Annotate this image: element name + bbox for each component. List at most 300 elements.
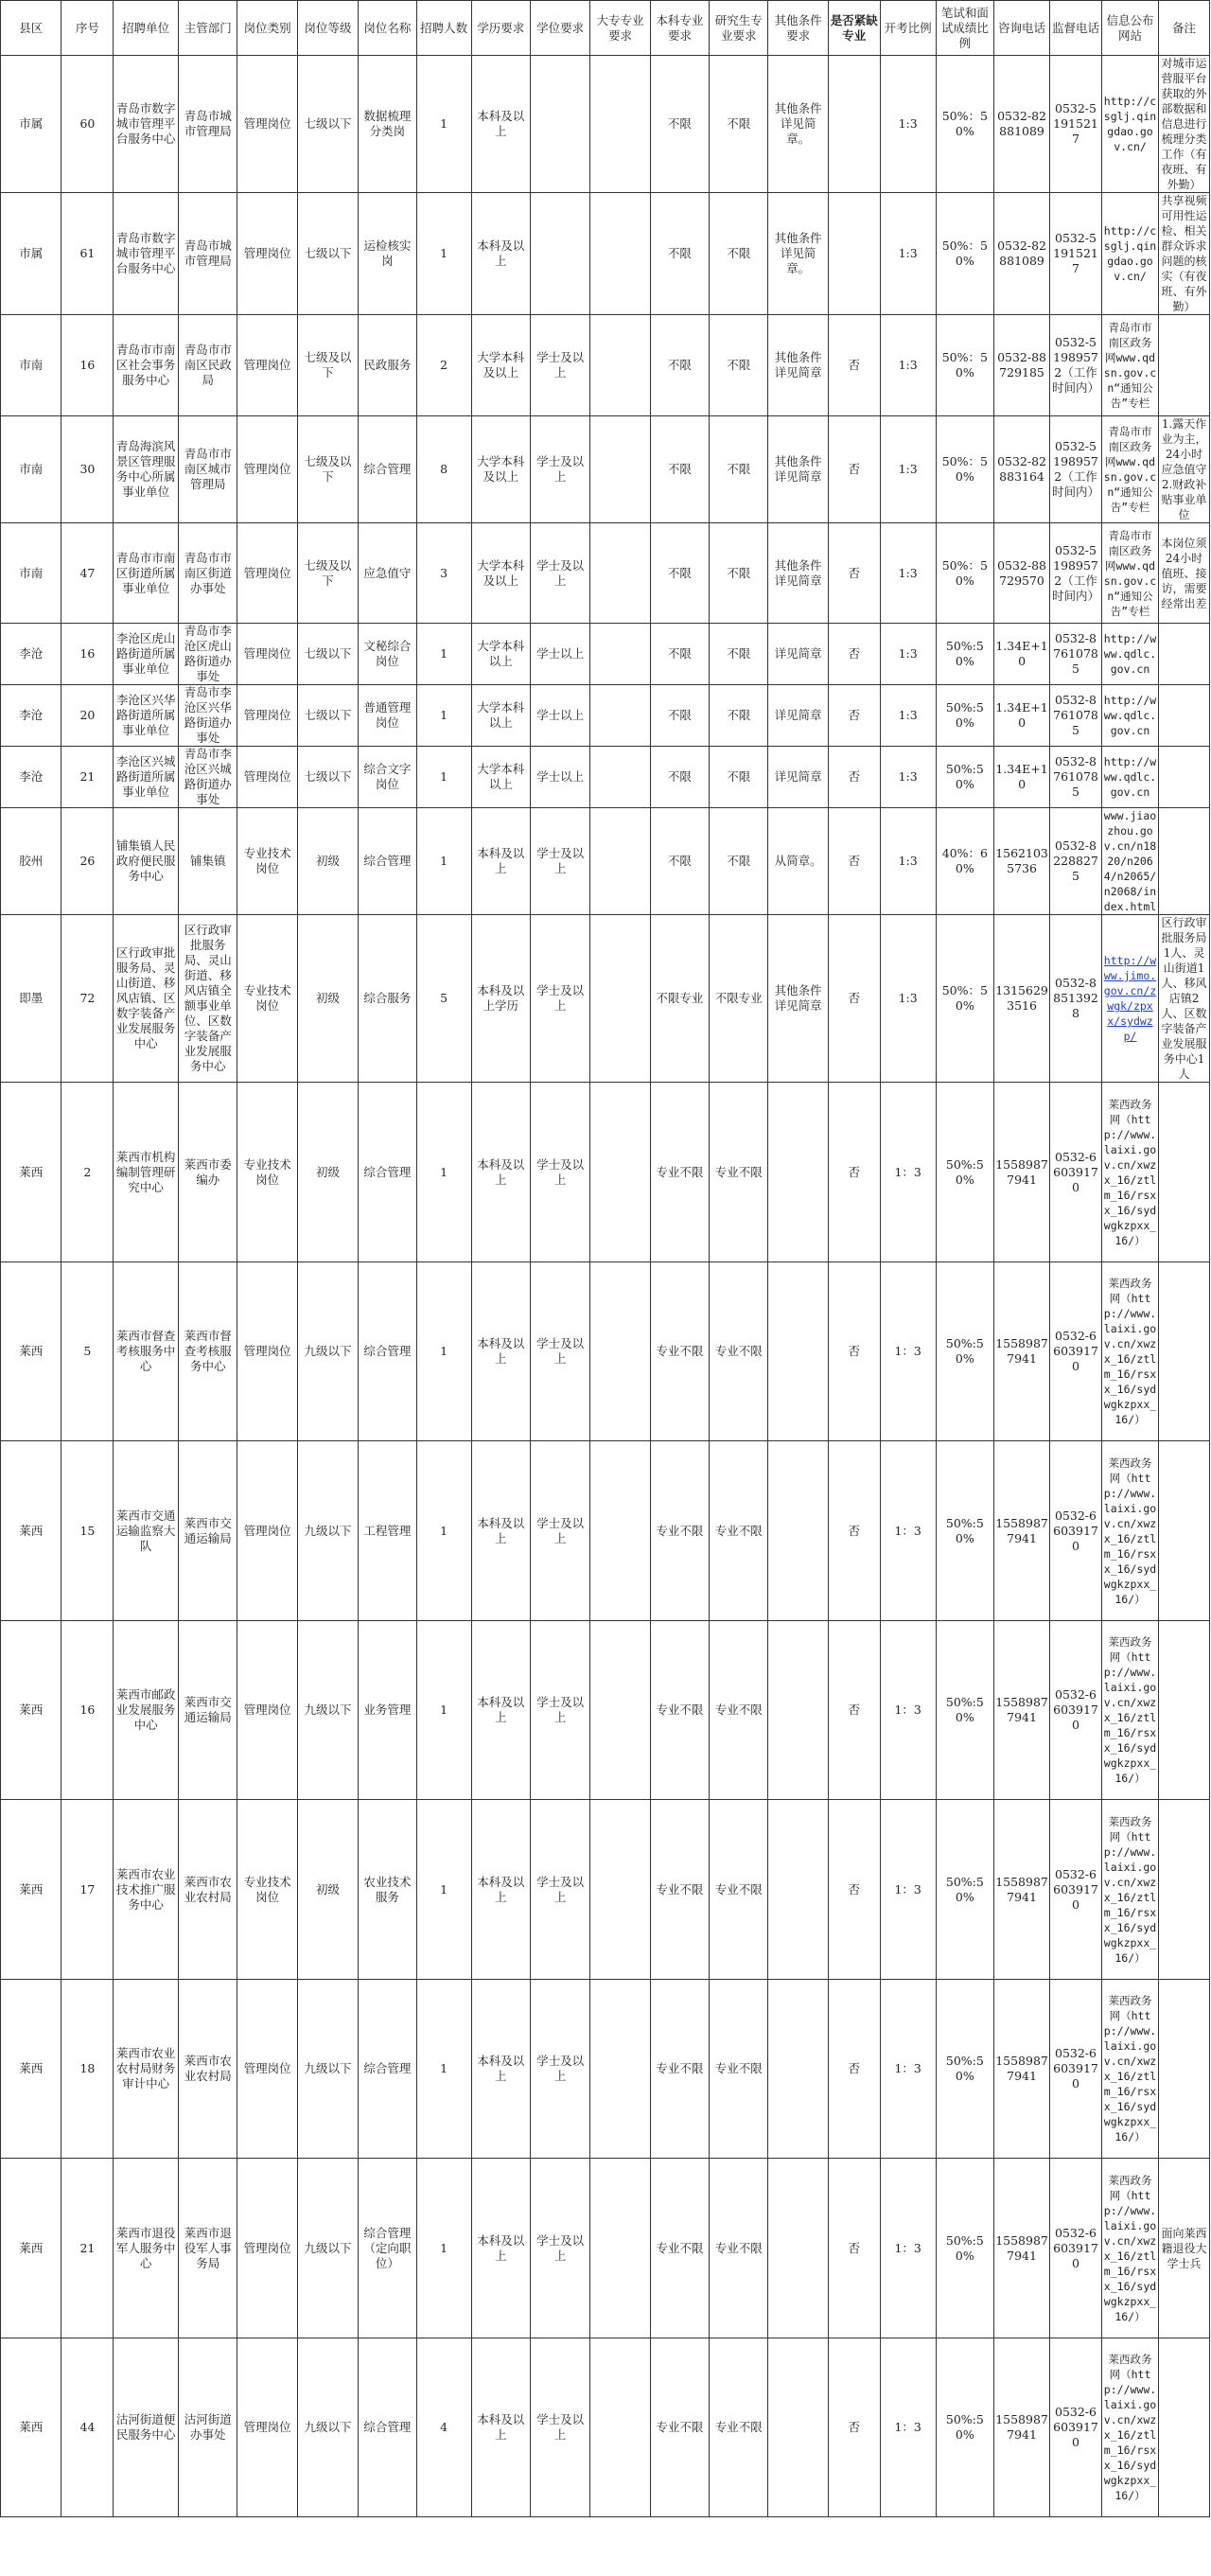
cell-major-grad: 专业不限 (710, 1800, 768, 1980)
cell-major-grad: 专业不限 (710, 1980, 768, 2159)
cell-note: 本岗位须24小时值班、接访，需要经常出差 (1159, 523, 1210, 624)
cell-dept: 铺集镇 (179, 808, 237, 915)
cell-edu: 本科及以上 (471, 1441, 530, 1621)
cell-position: 工程管理 (359, 1441, 416, 1621)
cell-dept: 青岛市李沧区兴华路街道办事处 (179, 685, 237, 747)
cell-website: 莱西政务网（http://www.laixi.gov.cn/xwzx_16/ztlm_16/rsxx_16/sydwgkzpxx_16/） (1101, 1980, 1158, 2159)
cell-other (768, 1441, 828, 1621)
cell-dept: 区行政审批服务局、灵山街道、移风店镇全额事业单位、区数字装备产业发展服务中心 (179, 915, 237, 1083)
cell-category: 管理岗位 (237, 624, 297, 685)
cell-dept: 莱西市交通运输局 (179, 1621, 237, 1800)
column-header: 开考比例 (880, 1, 936, 56)
cell-score-ratio: 40%：60% (936, 808, 993, 915)
cell-unit: 青岛市数字城市管理平台服务中心 (114, 56, 179, 193)
cell-other: 其他条件详见简章 (768, 416, 828, 523)
cell-unit: 李沧区兴华路街道所属事业单位 (114, 685, 179, 747)
cell-degree: 学士以上 (530, 685, 589, 747)
cell-other: 其他条件详见简章。 (768, 193, 828, 315)
cell-level: 九级以下 (297, 1980, 358, 2159)
cell-website: 莱西政务网（http://www.laixi.gov.cn/xwzx_16/ztlm_16/rsxx_16/sydwgkzpxx_16/） (1101, 2159, 1158, 2338)
cell-county: 胶州 (1, 808, 61, 915)
cell-ratio: 1：3 (880, 2159, 936, 2338)
cell-category: 管理岗位 (237, 315, 297, 416)
cell-degree: 学士及以上 (530, 1441, 589, 1621)
cell-score-ratio: 50%：50% (936, 915, 993, 1083)
cell-degree: 学士及以上 (530, 1262, 589, 1441)
cell-no: 16 (61, 315, 114, 416)
website-link[interactable]: http://www.jimo.gov.cn/zwgk/zpxx/sydwzp/ (1103, 954, 1157, 1043)
cell-county: 莱西 (1, 1980, 61, 2159)
cell-major-college (590, 1083, 650, 1262)
cell-county: 莱西 (1, 1621, 61, 1800)
cell-position: 民政服务 (359, 315, 416, 416)
cell-supervise: 0532-87610785 (1050, 747, 1102, 808)
cell-ratio: 1：3 (880, 1441, 936, 1621)
cell-other (768, 1262, 828, 1441)
cell-score-ratio: 50%:50% (936, 1800, 993, 1980)
cell-major-college (590, 1262, 650, 1441)
cell-level: 九级以下 (297, 1621, 358, 1800)
cell-supervise: 0532-66039170 (1050, 2159, 1102, 2338)
cell-note (1159, 1441, 1210, 1621)
cell-score-ratio: 50%:50% (936, 1262, 993, 1441)
cell-no: 16 (61, 1621, 114, 1800)
cell-note (1159, 1621, 1210, 1800)
cell-dept: 莱西市交通运输局 (179, 1441, 237, 1621)
cell-major-bachelor: 不限专业 (650, 915, 709, 1083)
cell-consult: 0532-88729570 (993, 523, 1049, 624)
cell-score-ratio: 50%:50% (936, 1441, 993, 1621)
cell-count: 2 (416, 315, 471, 416)
cell-count: 1 (416, 808, 471, 915)
cell-category: 专业技术岗位 (237, 915, 297, 1083)
cell-ratio: 1:3 (880, 624, 936, 685)
cell-shortage: 否 (828, 2159, 880, 2338)
cell-edu: 本科及以上 (471, 56, 530, 193)
cell-position: 综合管理 (359, 416, 416, 523)
column-header: 信息公布网站 (1101, 1, 1158, 56)
cell-consult: 1.34E+10 (993, 624, 1049, 685)
cell-unit: 莱西市督查考核服务中心 (114, 1262, 179, 1441)
cell-website: www.jiaozhou.gov.cn/n1820/n2064/n2065/n2068/index.html (1101, 808, 1158, 915)
table-row (1, 624, 1210, 685)
cell-position: 综合管理 (359, 1980, 416, 2159)
cell-consult: 15589877941 (993, 2338, 1049, 2517)
cell-supervise: 0532-66039170 (1050, 1083, 1102, 1262)
cell-unit: 李沧区兴城路街道所属事业单位 (114, 747, 179, 808)
cell-major-grad: 专业不限 (710, 2159, 768, 2338)
cell-no: 72 (61, 915, 114, 1083)
cell-county: 市属 (1, 193, 61, 315)
column-header: 是否紧缺专业 (828, 1, 880, 56)
cell-supervise: 0532-66039170 (1050, 1980, 1102, 2159)
cell-no: 26 (61, 808, 114, 915)
cell-consult: 15621035736 (993, 808, 1049, 915)
table-row (1, 747, 1210, 808)
cell-supervise: 0532-88513928 (1050, 915, 1102, 1083)
cell-note (1159, 315, 1210, 416)
column-header: 招聘单位 (114, 1, 179, 56)
cell-other: 其他条件详见简章 (768, 915, 828, 1083)
cell-other: 其他条件详见简章。 (768, 56, 828, 193)
cell-note (1159, 808, 1210, 915)
cell-level: 七级及以下 (297, 523, 358, 624)
cell-website: 莱西政务网（http://www.laixi.gov.cn/xwzx_16/ztlm_16/rsxx_16/sydwgkzpxx_16/） (1101, 1262, 1158, 1441)
cell-major-bachelor: 不限 (650, 56, 709, 193)
cell-shortage: 否 (828, 1262, 880, 1441)
cell-shortage: 否 (828, 1980, 880, 2159)
cell-supervise: 0532-51915217 (1050, 193, 1102, 315)
cell-website: http://www.qdlc.gov.cn (1101, 624, 1158, 685)
cell-consult: 15589877941 (993, 1441, 1049, 1621)
cell-major-bachelor: 不限 (650, 808, 709, 915)
cell-supervise: 0532-66039170 (1050, 1262, 1102, 1441)
table-row (1, 416, 1210, 523)
cell-score-ratio: 50%：50% (936, 315, 993, 416)
cell-consult: 13156293516 (993, 915, 1049, 1083)
column-header: 笔试和面试成绩比例 (936, 1, 993, 56)
cell-shortage (828, 56, 880, 193)
cell-county: 李沧 (1, 747, 61, 808)
cell-unit: 莱西市农业技术推广服务中心 (114, 1800, 179, 1980)
cell-edu: 大学本科及以上 (471, 416, 530, 523)
table-row (1, 1621, 1210, 1800)
column-header: 学历要求 (471, 1, 530, 56)
cell-ratio: 1：3 (880, 1980, 936, 2159)
cell-consult: 1.34E+10 (993, 747, 1049, 808)
cell-consult: 15589877941 (993, 2159, 1049, 2338)
cell-degree: 学士及以上 (530, 915, 589, 1083)
cell-degree: 学士及以上 (530, 808, 589, 915)
cell-county: 市南 (1, 416, 61, 523)
cell-supervise: 0532-87610785 (1050, 624, 1102, 685)
cell-score-ratio: 50%：50% (936, 56, 993, 193)
cell-major-college (590, 2159, 650, 2338)
cell-no: 17 (61, 1800, 114, 1980)
cell-no: 61 (61, 193, 114, 315)
cell-major-bachelor: 专业不限 (650, 1800, 709, 1980)
cell-website: 莱西政务网（http://www.laixi.gov.cn/xwzx_16/ztlm_16/rsxx_16/sydwgkzpxx_16/） (1101, 1800, 1158, 1980)
cell-unit: 莱西市退役军人服务中心 (114, 2159, 179, 2338)
cell-ratio: 1：3 (880, 1262, 936, 1441)
cell-edu: 本科及以上 (471, 2159, 530, 2338)
cell-county: 莱西 (1, 2159, 61, 2338)
cell-major-grad: 专业不限 (710, 1083, 768, 1262)
cell-major-grad: 不限 (710, 523, 768, 624)
cell-count: 1 (416, 56, 471, 193)
cell-edu: 本科及以上 (471, 2338, 530, 2517)
cell-position: 农业技术服务 (359, 1800, 416, 1980)
cell-degree: 学士及以上 (530, 2159, 589, 2338)
cell-note (1159, 1083, 1210, 1262)
cell-major-bachelor: 专业不限 (650, 1441, 709, 1621)
cell-position: 业务管理 (359, 1621, 416, 1800)
cell-major-bachelor: 不限 (650, 523, 709, 624)
table-row (1, 193, 1210, 315)
cell-level: 初级 (297, 1800, 358, 1980)
cell-level: 九级以下 (297, 1441, 358, 1621)
cell-website: 莱西政务网（http://www.laixi.gov.cn/xwzx_16/ztlm_16/rsxx_16/sydwgkzpxx_16/） (1101, 1621, 1158, 1800)
cell-major-grad: 不限 (710, 747, 768, 808)
column-header: 岗位等级 (297, 1, 358, 56)
cell-shortage (828, 193, 880, 315)
cell-other (768, 1980, 828, 2159)
cell-count: 1 (416, 1980, 471, 2159)
cell-shortage: 否 (828, 1621, 880, 1800)
cell-shortage: 否 (828, 416, 880, 523)
table-row (1, 685, 1210, 747)
cell-level: 七级以下 (297, 685, 358, 747)
cell-other (768, 1621, 828, 1800)
cell-score-ratio: 50%：50% (936, 523, 993, 624)
cell-category: 管理岗位 (237, 1621, 297, 1800)
cell-degree: 学士以上 (530, 747, 589, 808)
cell-level: 七级以下 (297, 747, 358, 808)
cell-edu: 本科及以上 (471, 1980, 530, 2159)
cell-count: 5 (416, 915, 471, 1083)
table-row (1, 315, 1210, 416)
cell-category: 管理岗位 (237, 685, 297, 747)
cell-other: 详见简章 (768, 685, 828, 747)
cell-category: 管理岗位 (237, 523, 297, 624)
cell-supervise: 0532-66039170 (1050, 1621, 1102, 1800)
cell-no: 18 (61, 1980, 114, 2159)
cell-dept: 青岛市李沧区虎山路街道办事处 (179, 624, 237, 685)
cell-supervise: 0532-51989572（工作时间内） (1050, 416, 1102, 523)
cell-category: 管理岗位 (237, 416, 297, 523)
cell-unit: 区行政审批服务局、灵山街道、移风店镇、区数字装备产业发展服务中心 (114, 915, 179, 1083)
cell-shortage: 否 (828, 915, 880, 1083)
cell-dept: 莱西市农业农村局 (179, 1980, 237, 2159)
column-header: 备注 (1159, 1, 1210, 56)
cell-supervise: 0532-51989572（工作时间内） (1050, 523, 1102, 624)
cell-supervise: 0532-51989572（工作时间内） (1050, 315, 1102, 416)
cell-count: 3 (416, 523, 471, 624)
column-header: 本科专业要求 (650, 1, 709, 56)
cell-position: 综合文字岗位 (359, 747, 416, 808)
cell-edu: 本科及以上学历 (471, 915, 530, 1083)
cell-major-grad: 不限 (710, 685, 768, 747)
cell-shortage: 否 (828, 685, 880, 747)
cell-consult: 0532-88729185 (993, 315, 1049, 416)
cell-count: 1 (416, 624, 471, 685)
cell-major-grad: 专业不限 (710, 2338, 768, 2517)
cell-major-grad: 专业不限 (710, 1441, 768, 1621)
cell-note (1159, 747, 1210, 808)
cell-edu: 大学本科及以上 (471, 315, 530, 416)
cell-website: http://csglj.qingdao.gov.cn/ (1101, 56, 1158, 193)
cell-county: 莱西 (1, 1262, 61, 1441)
cell-ratio: 1:3 (880, 416, 936, 523)
cell-website: 青岛市市南区政务网www.qdsn.gov.cn“通知公告”专栏 (1101, 315, 1158, 416)
cell-note: 区行政审批服务局1人、灵山街道1人、移风店镇2人、区数字装备产业发展服务中心1人 (1159, 915, 1210, 1083)
cell-note: 共享视频可用性运检、相关群众诉求问题的核实（有夜班、有外勤） (1159, 193, 1210, 315)
cell-category: 管理岗位 (237, 2159, 297, 2338)
cell-level: 初级 (297, 915, 358, 1083)
table-header-row (1, 1, 1210, 56)
column-header: 其他条件要求 (768, 1, 828, 56)
column-header: 招聘人数 (416, 1, 471, 56)
cell-unit: 青岛市市南区社会事务服务中心 (114, 315, 179, 416)
cell-degree: 学士及以上 (530, 1621, 589, 1800)
cell-major-grad: 不限 (710, 624, 768, 685)
cell-consult: 15589877941 (993, 1800, 1049, 1980)
cell-category: 专业技术岗位 (237, 1800, 297, 1980)
cell-count: 1 (416, 1083, 471, 1262)
cell-county: 李沧 (1, 624, 61, 685)
cell-major-grad: 专业不限 (710, 1621, 768, 1800)
cell-score-ratio: 50%:50% (936, 2338, 993, 2517)
cell-unit: 李沧区虎山路街道所属事业单位 (114, 624, 179, 685)
cell-county: 莱西 (1, 1800, 61, 1980)
cell-website: 莱西政务网（http://www.laixi.gov.cn/xwzx_16/ztlm_16/rsxx_16/sydwgkzpxx_16/） (1101, 1083, 1158, 1262)
cell-note (1159, 2338, 1210, 2517)
cell-note (1159, 1800, 1210, 1980)
cell-position: 综合管理 (359, 1262, 416, 1441)
cell-no: 5 (61, 1262, 114, 1441)
cell-other: 其他条件详见简章 (768, 523, 828, 624)
cell-degree: 学士及以上 (530, 1800, 589, 1980)
cell-website (1101, 915, 1158, 1083)
cell-level: 七级以下 (297, 624, 358, 685)
cell-major-college (590, 523, 650, 624)
cell-website: http://www.qdlc.gov.cn (1101, 685, 1158, 747)
cell-no: 2 (61, 1083, 114, 1262)
table-row (1, 56, 1210, 193)
cell-no: 16 (61, 624, 114, 685)
cell-count: 1 (416, 685, 471, 747)
cell-score-ratio: 50%:50% (936, 1621, 993, 1800)
cell-other (768, 2159, 828, 2338)
cell-position: 普通管理岗位 (359, 685, 416, 747)
cell-major-college (590, 747, 650, 808)
cell-supervise: 0532-87610785 (1050, 685, 1102, 747)
cell-edu: 大学本科以上 (471, 685, 530, 747)
cell-major-college (590, 1800, 650, 1980)
cell-level: 初级 (297, 808, 358, 915)
cell-count: 8 (416, 416, 471, 523)
cell-dept: 青岛市市南区城市管理局 (179, 416, 237, 523)
cell-edu: 大学本科及以上 (471, 523, 530, 624)
cell-level: 七级及以下 (297, 315, 358, 416)
cell-consult: 15589877941 (993, 1621, 1049, 1800)
cell-major-bachelor: 专业不限 (650, 1621, 709, 1800)
cell-major-bachelor: 不限 (650, 416, 709, 523)
cell-category: 管理岗位 (237, 1262, 297, 1441)
cell-website: 青岛市市南区政务网www.qdsn.gov.cn“通知公告”专栏 (1101, 523, 1158, 624)
cell-ratio: 1:3 (880, 56, 936, 193)
table-row (1, 2338, 1210, 2517)
cell-county: 市南 (1, 315, 61, 416)
cell-major-grad: 不限 (710, 56, 768, 193)
cell-no: 60 (61, 56, 114, 193)
cell-consult: 0532-82881089 (993, 56, 1049, 193)
cell-no: 20 (61, 685, 114, 747)
cell-edu: 本科及以上 (471, 1800, 530, 1980)
cell-county: 莱西 (1, 1083, 61, 1262)
cell-degree (530, 56, 589, 193)
cell-unit: 青岛市市南区街道所属事业单位 (114, 523, 179, 624)
table-row (1, 1441, 1210, 1621)
cell-ratio: 1:3 (880, 808, 936, 915)
cell-consult: 15589877941 (993, 1083, 1049, 1262)
cell-other: 其他条件详见简章 (768, 315, 828, 416)
cell-score-ratio: 50%:50% (936, 685, 993, 747)
cell-major-bachelor: 不限 (650, 685, 709, 747)
cell-no: 15 (61, 1441, 114, 1621)
cell-consult: 0532-82883164 (993, 416, 1049, 523)
cell-shortage: 否 (828, 315, 880, 416)
cell-score-ratio: 50%：50% (936, 193, 993, 315)
cell-major-college (590, 685, 650, 747)
cell-category: 管理岗位 (237, 2338, 297, 2517)
cell-category: 专业技术岗位 (237, 808, 297, 915)
cell-dept: 莱西市退役军人事务局 (179, 2159, 237, 2338)
cell-other (768, 2338, 828, 2517)
cell-other (768, 1083, 828, 1262)
cell-county: 莱西 (1, 2338, 61, 2517)
cell-unit: 莱西市机构编制管理研究中心 (114, 1083, 179, 1262)
cell-level: 七级及以下 (297, 416, 358, 523)
cell-no: 21 (61, 2159, 114, 2338)
cell-website: 莱西政务网（http://www.laixi.gov.cn/xwzx_16/ztlm_16/rsxx_16/sydwgkzpxx_16/） (1101, 2338, 1158, 2517)
cell-position: 文秘综合岗位 (359, 624, 416, 685)
cell-count: 1 (416, 1621, 471, 1800)
table-row (1, 2159, 1210, 2338)
cell-position: 综合管理 (359, 2338, 416, 2517)
cell-category: 管理岗位 (237, 193, 297, 315)
cell-position: 综合管理 (359, 1083, 416, 1262)
cell-supervise: 0532-82288275 (1050, 808, 1102, 915)
cell-count: 1 (416, 1800, 471, 1980)
cell-no: 47 (61, 523, 114, 624)
cell-dept: 青岛市城市管理局 (179, 193, 237, 315)
cell-unit: 莱西市农业农村局财务审计中心 (114, 1980, 179, 2159)
cell-unit: 铺集镇人民政府便民服务中心 (114, 808, 179, 915)
cell-major-bachelor: 专业不限 (650, 2338, 709, 2517)
cell-level: 九级以下 (297, 2338, 358, 2517)
cell-position: 数据梳理分类岗 (359, 56, 416, 193)
column-header: 咨询电话 (993, 1, 1049, 56)
cell-category: 管理岗位 (237, 1980, 297, 2159)
cell-edu: 本科及以上 (471, 1262, 530, 1441)
cell-major-college (590, 416, 650, 523)
cell-ratio: 1:3 (880, 523, 936, 624)
cell-major-grad: 不限专业 (710, 915, 768, 1083)
cell-website: http://www.qdlc.gov.cn (1101, 747, 1158, 808)
cell-dept: 沽河街道办事处 (179, 2338, 237, 2517)
table-row (1, 1980, 1210, 2159)
cell-major-bachelor: 专业不限 (650, 1980, 709, 2159)
cell-category: 专业技术岗位 (237, 1083, 297, 1262)
cell-major-college (590, 315, 650, 416)
cell-major-college (590, 1621, 650, 1800)
cell-level: 初级 (297, 1083, 358, 1262)
cell-major-college (590, 193, 650, 315)
cell-count: 1 (416, 2159, 471, 2338)
cell-county: 市属 (1, 56, 61, 193)
cell-edu: 本科及以上 (471, 193, 530, 315)
cell-major-grad: 不限 (710, 315, 768, 416)
cell-major-college (590, 1441, 650, 1621)
cell-unit: 莱西市邮政业发展服务中心 (114, 1621, 179, 1800)
cell-edu: 本科及以上 (471, 1621, 530, 1800)
cell-shortage: 否 (828, 747, 880, 808)
column-header: 大专专业要求 (590, 1, 650, 56)
cell-major-college (590, 2338, 650, 2517)
cell-supervise: 0532-66039170 (1050, 2338, 1102, 2517)
cell-degree: 学士及以上 (530, 2338, 589, 2517)
